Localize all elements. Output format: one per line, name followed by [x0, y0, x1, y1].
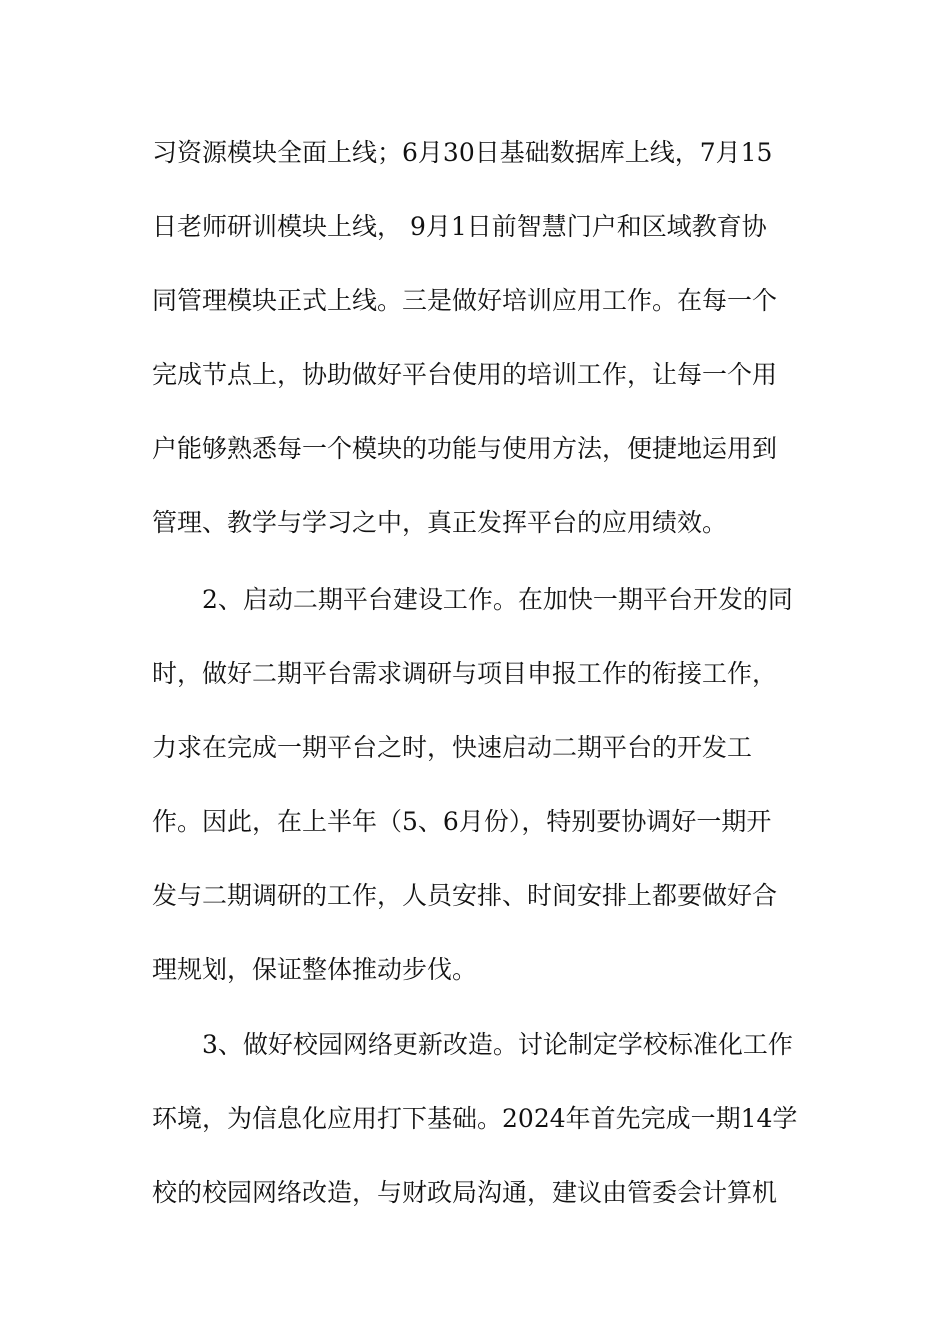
- text-line-6: 管理、教学与学习之中，真正发挥平台的应用绩效。: [152, 508, 728, 537]
- text-line-9: 力求在完成一期平台之时，快速启动二期平台的开发工: [152, 733, 753, 762]
- text-line-10: 作。因此，在上半年（5、6月份），特别要协调好一期开: [152, 807, 772, 836]
- text-line-1: 习资源模块全面上线；6月30日基础数据库上线，7月15: [152, 138, 773, 167]
- text-line-15: 校的校园网络改造，与财政局沟通，建议由管委会计算机: [152, 1178, 778, 1207]
- text-line-5: 户能够熟悉每一个模块的功能与使用方法，便捷地运用到: [152, 434, 778, 463]
- text-line-11: 发与二期调研的工作，人员安排、时间安排上都要做好合: [152, 881, 778, 910]
- text-line-2: 日老师研训模块上线， 9月1日前智慧门户和区域教育协: [152, 212, 767, 241]
- text-line-12: 理规划，保证整体推动步伐。: [152, 955, 478, 984]
- paragraph-3-first-line: 3、做好校园网络更新改造。讨论制定学校标准化工作: [202, 1030, 793, 1059]
- text-line-4: 完成节点上，协助做好平台使用的培训工作，让每一个用: [152, 360, 778, 389]
- text-line-8: 时，做好二期平台需求调研与项目申报工作的衔接工作，: [152, 659, 778, 688]
- text-line-14: 环境，为信息化应用打下基础。2024年首先完成一期14学: [152, 1104, 798, 1133]
- text-line-3: 同管理模块正式上线。三是做好培训应用工作。在每一个: [152, 286, 778, 315]
- paragraph-2-first-line: 2、启动二期平台建设工作。在加快一期平台开发的同: [202, 585, 793, 614]
